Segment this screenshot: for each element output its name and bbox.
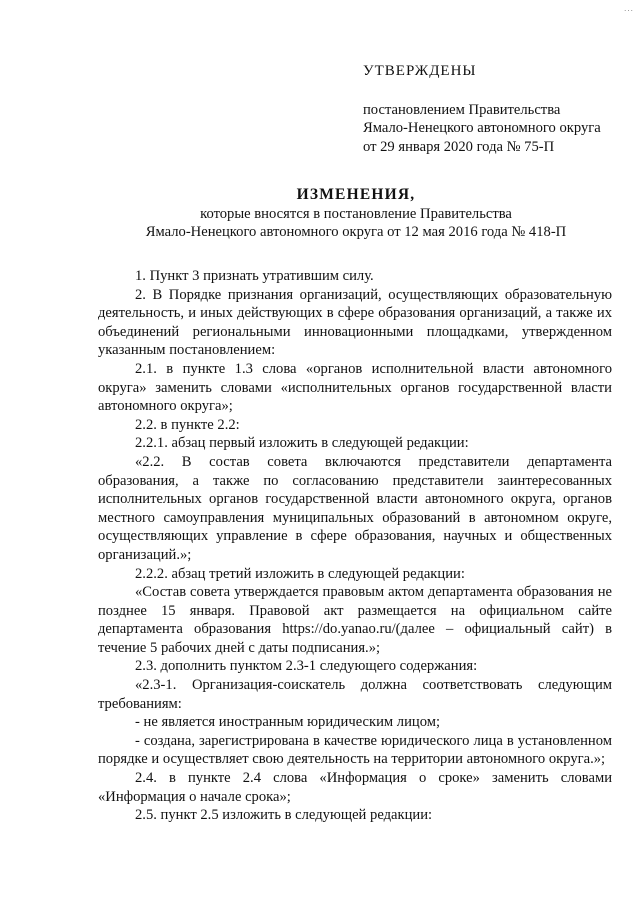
paragraph: «Состав совета утверждается правовым актом департамента образования не позднее 15 января. Правовой акт размещается на официальном сайте департамента образования https://do.yanao.ru/(далее – официальный сайт) в течение 5 рабочих дней с даты подписания.»; [98,584,612,656]
paragraph: 2.3. дополнить пунктом 2.3-1 следующего содержания: [135,658,478,675]
document-heading [100,186,612,242]
paragraph: 2.2. в пункте 2.2: [135,416,240,433]
paragraph: - создана, зарегистрирована в качестве юридического лица в установленном порядке и осуществляет свою деятельность на территории автономного округа.»; [98,732,612,768]
paragraph: - не является иностранным юридическим лицом; [135,714,441,731]
paragraph: 2.1. в пункте 1.3 слова «органов исполнительной власти автономного округа» заменить словами «исполнительных органов государственной власти автономного округа»; [98,360,612,415]
paragraph: 2.2.2. абзац третий изложить в следующей редакции: [135,565,465,582]
corner-mark: ··· [624,7,634,15]
approval-title: УТВЕРЖДЕНЫ [363,63,477,79]
paragraph: 2.5. пункт 2.5 изложить в следующей редакции: [135,807,433,824]
approval-line: от 29 января 2020 года № 75-П [363,138,555,155]
approval-line: постановлением Правительства [363,101,561,118]
paragraph: 2.4. в пункте 2.4 слова «Информация о сроке» заменить словами «Информация о начале срока»; [98,770,612,805]
heading-line: которые вносятся в постановление Правительства [200,205,512,222]
paragraph: 1. Пункт 3 признать утратившим силу. [135,268,374,284]
heading-line: Ямало-Ненецкого автономного округа от 12 мая 2016 года № 418-П [145,224,567,241]
paragraph: 2. В Порядке признания организаций, осуществляющих образовательную деятельность, и иных действующих в сфере образования организаций, а также их объединений региональными инновационными площадками, утвержденном указанным постановлением: [98,286,612,359]
paragraph: 2.2.1. абзац первый изложить в следующей редакции: [135,435,469,452]
paragraph: «2.2. В состав совета включаются представители департамента образования, а также по согласованию представители заинтересованных исполнительных органов государственной власти автономного округа, органов местного самоуправления муниципальных образований в автономном округе, осуществляющих управление в сфере образования, научных и общественных организаций.»; [98,453,612,563]
paragraph: «2.3-1. Организация-соискатель должна соответствовать следующим требованиям: [98,677,612,712]
approval-block [363,62,623,156]
heading-title: ИЗМЕНЕНИЯ, [296,186,416,203]
approval-line: Ямало-Ненецкого автономного округа [363,120,601,137]
document-body [98,267,612,825]
